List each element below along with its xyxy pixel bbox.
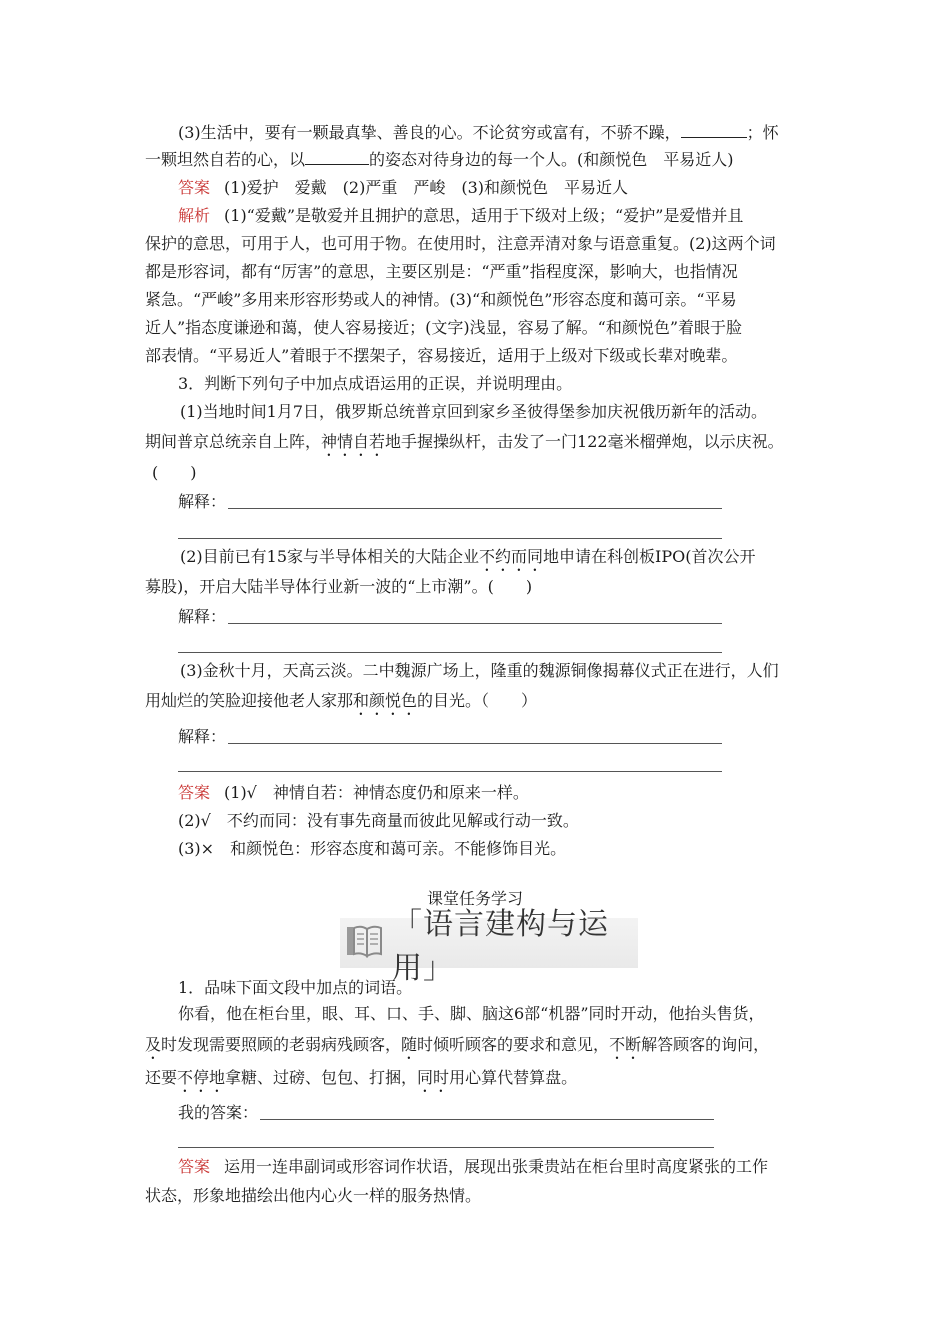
passage-line-2: 及时发现需要照顾的老弱病残顾客，随时倾听顾客的要求和意见，不断解答顾客的询问， <box>145 1035 770 1054</box>
explain-label-3: 解释： <box>178 727 227 746</box>
dotted-idiom: 神情自若 <box>321 432 386 451</box>
answer-2-line1: 答案 (1)√ 神情自若：神情态度仍和原来一样。 <box>178 783 529 802</box>
explain-line-2b[interactable] <box>178 652 722 653</box>
analysis-label: 解析 <box>178 206 211 225</box>
answer-3-line2: 状态，形象地描绘出他内心火一样的服务热情。 <box>145 1186 482 1205</box>
explain-line-3b[interactable] <box>178 771 722 772</box>
analysis-line-4: 紧急。“严峻”多用来形容形势或人的神情。(3)“和颜悦色”形容态度和蔼可亲。“平易 <box>145 290 737 309</box>
dotted-idiom: 不约而同 <box>479 547 544 566</box>
my-answer-label: 我的答案： <box>178 1103 259 1122</box>
blank-2 <box>305 150 369 165</box>
answer-2-line3: (3)× 和颜悦色：形容态度和蔼可亲。不能修饰目光。 <box>178 839 567 858</box>
explain-line-1b[interactable] <box>178 538 722 539</box>
answer-label: 答案 <box>178 783 211 802</box>
analysis-line-1: 解析 (1)“爱戴”是敬爱并且拥护的意思，适用于下级对上级；“爱护”是爱惜并且 <box>178 206 744 225</box>
answer-2-line2: (2)√ 不约而同：没有事先商量而彼此见解或行动一致。 <box>178 811 579 830</box>
sentence-3-line2: 用灿烂的笑脸迎接他老人家那和颜悦色的目光。（ ） <box>145 691 538 710</box>
sentence-1-line1: (1)当地时间1月7日，俄罗斯总统普京回到家乡圣彼得堡参加庆祝俄历新年的活动。 <box>180 402 768 421</box>
question-3-heading: 3．判断下列句子中加点成语运用的正误，并说明理由。 <box>178 374 573 393</box>
explain-label-1: 解释： <box>178 492 227 511</box>
passage-line-1: 你看，他在柜台里，眼、耳、口、手、脚、脑这6部“机器”同时开动，他抬头售货， <box>178 1004 765 1023</box>
explain-line-2a[interactable] <box>228 623 722 624</box>
my-answer-line-2[interactable] <box>178 1147 714 1148</box>
analysis-line-6: 部表情。“平易近人”着眼于不摆架子，容易接近，适用于上级对下级或长辈对晚辈。 <box>145 346 738 365</box>
analysis-line-2: 保护的意思，可用于人，也可用于物。在使用时，注意弄清对象与语意重复。(2)这两个词 <box>145 234 776 253</box>
answer-label: 答案 <box>178 1157 211 1176</box>
open-book-icon <box>346 924 388 962</box>
explain-line-1a[interactable] <box>228 508 722 509</box>
sentence-2-line2: 募股)，开启大陆半导体行业新一波的“上市潮”。( ) <box>145 577 533 596</box>
answer-label: 答案 <box>178 178 211 197</box>
explain-line-3a[interactable] <box>228 743 722 744</box>
section-title: 课堂任务学习 <box>426 889 523 908</box>
dotted-idiom: 和颜悦色 <box>353 691 418 710</box>
task-1-heading: 1．品味下面文段中加点的词语。 <box>178 978 413 997</box>
answer-paren-1[interactable]: ( ) <box>152 463 197 482</box>
sentence-2-line1: (2)目前已有15家与半导体相关的大陆企业不约而同地申请在科创板IPO(首次公开 <box>180 547 756 566</box>
passage-line-3: 还要不停地拿糖、过磅、包包、打捆，同时用心算代替算盘。 <box>145 1068 578 1087</box>
analysis-line-3: 都是形容词，都有“厉害”的意思，主要区别是：“严重”指程度深，影响大，也指情况 <box>145 262 738 281</box>
banner-title: 「语言建构与运用」 <box>392 907 609 986</box>
sentence-1-line2: 期间普京总统亲自上阵，神情自若地手握操纵杆，击发了一门122毫米榴弹炮，以示庆祝。 <box>145 432 784 451</box>
explain-label-2: 解释： <box>178 607 227 626</box>
my-answer-line-1[interactable] <box>260 1119 714 1120</box>
blank-1 <box>681 123 747 138</box>
answer-3-line1: 答案 运用一连串副词或形容词作状语，展现出张秉贵站在柜台里时高度紧张的工作 <box>178 1157 769 1176</box>
sentence-3-line1: (3)金秋十月，天高云淡。二中魏源广场上，隆重的魏源铜像揭幕仪式正在进行，人们 <box>180 661 779 680</box>
section-banner <box>340 907 638 986</box>
answer-1: 答案 (1)爱护 爱戴 (2)严重 严峻 (3)和颜悦色 平易近人 <box>178 178 629 197</box>
question-3-line2: 一颗坦然自若的心，以 的姿态对待身边的每一个人。(和颜悦色 平易近人) <box>145 150 734 169</box>
analysis-line-5: 近人”指态度谦逊和蔼，使人容易接近；(文字)浅显，容易了解。“和颜悦色”着眼于脸 <box>145 318 743 337</box>
question-3-line1: (3)生活中，要有一颗最真挚、善良的心。不论贫穷或富有，不骄不躁， ；怀 <box>178 123 779 142</box>
